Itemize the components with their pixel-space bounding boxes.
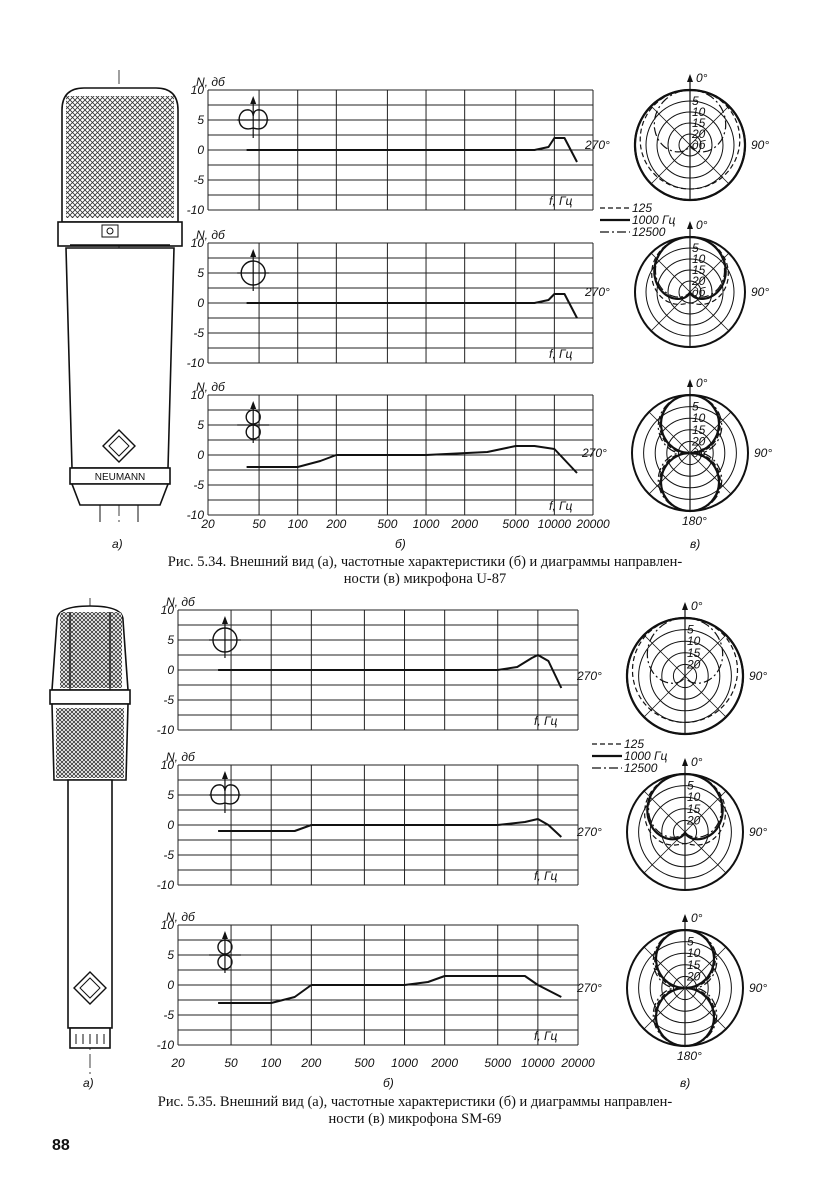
x-tick-label: 50 [252,517,266,531]
arrow-head-icon [222,771,228,779]
polar-ring-label: 15 [687,801,701,816]
frequency-chart [157,750,578,892]
x-tick-label: 20 [171,1056,185,1070]
polar-ring-label: 10 [692,252,706,266]
frequency-chart [187,228,593,370]
polar-ring-label: 10 [687,634,701,649]
polar-ring-label: 15 [687,645,701,660]
x-tick-label: 1000 [391,1056,418,1070]
arrow-head-icon [222,931,228,939]
x-tick-label: 20000 [576,517,610,531]
polar-ring-label: 5 [687,778,694,793]
y-tick-label: 0 [197,143,204,157]
polar-ring-label: 15 [692,116,706,130]
arrow-head-icon [687,221,693,229]
polar-legend [592,737,668,775]
polar-angle-0: 0° [691,755,703,769]
y-tick-label: 5 [167,948,174,962]
y-tick-label: 0 [167,663,174,677]
frequency-chart [187,75,593,217]
y-axis-label: N, дб [196,228,225,242]
polar-angle-90: 90° [751,285,770,299]
y-axis-label: N, дб [196,380,225,394]
polar-angle-0: 0° [691,911,703,925]
u87-sub-c: в) [690,537,701,551]
y-tick-label: -10 [186,356,204,370]
polar-angle-180: 180° [677,1049,702,1063]
x-tick-label: 2000 [431,1056,459,1070]
u87-brand-label: NEUMANN [94,472,146,483]
polar-diagram [584,71,769,200]
polar-ring-label: дб [692,285,706,299]
polar-angle-270: 270° [577,981,602,995]
y-tick-label: 10 [160,918,174,932]
x-axis-label: f, Гц [549,347,573,361]
arrow-head-icon [682,914,688,922]
polar-ring-label: 10 [692,411,706,426]
u87-sub-a: а) [112,537,123,551]
polar-ring-label: 5 [692,241,699,255]
x-tick-label: 200 [326,517,347,531]
y-axis-label: N, дб [166,595,195,609]
x-axis-label: f, Гц [534,1029,558,1043]
sm69-sub-c: в) [680,1076,691,1090]
polar-angle-0: 0° [696,218,708,232]
arrow-head-icon [687,74,693,82]
x-tick-label: 20000 [561,1056,595,1070]
caption-line-1: Рис. 5.35. Внешний вид (а), частотные характеристики (б) и диаграммы направлен- [157,1094,673,1110]
sm69-sub-a: а) [83,1076,94,1090]
polar-ring-label: 20 [687,657,701,672]
response-curve [218,976,561,1003]
polar-diagram [576,911,767,1063]
arrow-head-icon [687,379,693,387]
u87-sub-b: б) [395,537,406,551]
polar-ring-label: 15 [692,263,706,277]
x-axis-label: f, Гц [534,869,558,883]
polar-ring-label: 15 [692,422,706,437]
polar-angle-90: 90° [749,669,768,683]
y-tick-label: 5 [167,788,174,802]
polar-angle-90: 90° [754,446,773,460]
polar-ring-label: 20 [692,434,706,449]
polar-angle-270: 270° [577,669,602,683]
legend-label: 12500 [624,761,658,775]
polar-ring-label: 10 [692,105,706,119]
y-tick-label: -5 [163,1008,174,1022]
legend-label: 125 [624,737,645,751]
y-axis-label: N, дб [166,750,195,764]
x-tick-label: 500 [354,1056,375,1070]
polar-angle-90: 90° [751,138,770,152]
u87-microphone-drawing [58,70,182,525]
polar-ring-label: 5 [692,399,699,414]
polar-angle-90: 90° [749,825,768,839]
arrow-head-icon [250,249,256,257]
polar-ring-label: дб [692,138,706,152]
sm69-sub-b: б) [383,1076,394,1090]
y-tick-label: 10 [160,758,174,772]
response-curve [247,138,577,162]
x-tick-label: 2000 [451,517,479,531]
polar-ring-label: 5 [692,94,699,108]
polar-diagram [581,376,772,528]
y-tick-label: -10 [156,878,174,892]
polar-ring-label: 20 [692,127,706,141]
y-axis-label: N, дб [196,75,225,89]
x-axis-label: f, Гц [549,499,573,513]
polar-ring-label: 20 [687,813,701,828]
response-curve [247,294,577,318]
y-tick-label: -10 [156,723,174,737]
polar-angle-90: 90° [749,981,768,995]
polar-ring-label: 20 [687,969,701,984]
frequency-chart [157,595,578,737]
y-tick-label: -5 [193,478,204,492]
y-tick-label: -10 [156,1038,174,1052]
y-tick-label: 5 [197,418,204,432]
legend-label: 125 [632,201,653,215]
y-tick-label: -10 [186,203,204,217]
polar-ring-label: 10 [687,946,701,961]
x-tick-label: 10000 [537,517,572,531]
y-tick-label: 5 [167,633,174,647]
figure-5-34-caption [65,554,785,588]
y-tick-label: -5 [193,173,204,187]
sm69-microphone-drawing [50,598,130,1075]
y-tick-label: -5 [163,848,174,862]
x-tick-label: 5000 [502,517,530,531]
arrow-head-icon [682,758,688,766]
polar-legend [600,201,676,239]
polar-angle-270: 270° [582,446,607,460]
y-tick-label: 5 [197,113,204,127]
frequency-chart [187,380,610,531]
x-tick-label: 500 [377,517,398,531]
caption-line-1: Рис. 5.34. Внешний вид (а), частотные характеристики (б) и диаграммы направлен- [167,554,683,570]
x-tick-label: 20 [201,517,215,531]
y-tick-label: 10 [160,603,174,617]
y-tick-label: -10 [186,508,204,522]
caption-line-2: ности (в) микрофона SM-69 [328,1111,502,1127]
y-tick-label: 0 [197,296,204,310]
x-tick-label: 100 [261,1056,282,1070]
response-curve [218,819,561,837]
x-axis-label: f, Гц [549,194,573,208]
y-tick-label: -5 [163,693,174,707]
polar-angle-0: 0° [696,376,708,390]
legend-label: 12500 [632,225,666,239]
polar-angle-270: 270° [585,285,610,299]
x-axis-label: f, Гц [534,714,558,728]
y-tick-label: 0 [167,978,174,992]
x-tick-label: 1000 [412,517,440,531]
polar-ring-label: дб [692,446,706,460]
polar-angle-180: 180° [682,514,707,528]
legend-label: 1000 Гц [624,749,668,763]
polar-angle-270: 270° [585,138,610,152]
y-tick-label: 0 [167,818,174,832]
polar-ring-label: 15 [687,957,701,972]
x-tick-label: 100 [287,517,308,531]
polar-diagram [584,218,769,347]
polar-ring-label: 5 [687,934,694,949]
y-tick-label: -5 [193,326,204,340]
y-tick-label: 5 [197,266,204,280]
frequency-chart [157,910,595,1070]
polar-diagram [576,599,767,734]
polar-ring-label: 5 [687,622,694,637]
y-tick-label: 10 [190,236,204,250]
polar-angle-0: 0° [696,71,708,85]
caption-line-2: ности (в) микрофона U-87 [343,571,507,587]
polar-ring-label: 20 [692,274,706,288]
x-tick-label: 10000 [521,1056,555,1070]
arrow-head-icon [682,602,688,610]
y-tick-label: 10 [190,388,204,402]
x-tick-label: 5000 [484,1056,512,1070]
y-tick-label: 10 [190,83,204,97]
x-tick-label: 200 [301,1056,322,1070]
legend-label: 1000 Гц [632,213,676,227]
polar-angle-0: 0° [691,599,703,613]
arrow-head-icon [250,96,256,104]
response-curve [247,446,577,473]
polar-diagram [576,755,767,890]
figure-5-35-caption [55,1094,775,1128]
polar-angle-270: 270° [577,825,602,839]
arrow-head-icon [222,616,228,624]
page-number: 88 [52,1137,70,1154]
x-tick-label: 50 [224,1056,238,1070]
arrow-head-icon [250,401,256,409]
y-axis-label: N, дб [166,910,195,924]
polar-ring-label: 10 [687,790,701,805]
y-tick-label: 0 [197,448,204,462]
response-curve [218,655,561,688]
